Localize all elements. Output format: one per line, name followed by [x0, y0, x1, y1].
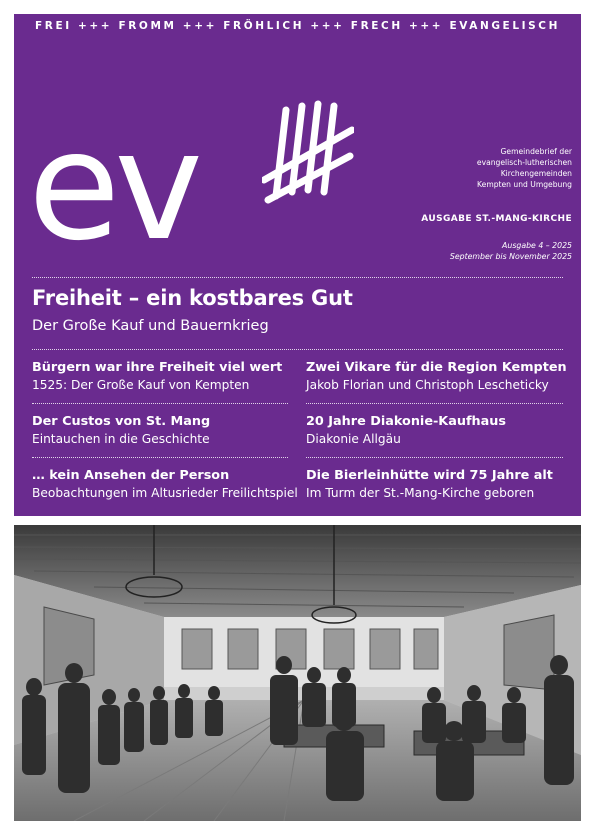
article-headline: … kein Ansehen der Person: [32, 468, 230, 483]
article-headline: Bürgern war ihre Freiheit viel wert: [32, 360, 283, 375]
article-teaser[interactable]: [32, 413, 294, 448]
main-headline: Freiheit – ein kostbares Gut: [32, 286, 353, 310]
article-subline: Im Turm der St.-Mang-Kirche geboren: [306, 486, 535, 500]
issue-period: September bis November 2025: [449, 252, 572, 261]
divider: [306, 457, 563, 458]
article-teaser[interactable]: [32, 467, 298, 502]
article-teaser[interactable]: [306, 413, 568, 448]
historical-council-hall-drawing: [14, 525, 581, 821]
issue-number: Ausgabe 4 – 2025: [502, 241, 572, 250]
article-subline: 1525: Der Große Kauf von Kempten: [32, 378, 250, 392]
article-headline: 20 Jahre Diakonie-Kaufhaus: [306, 414, 507, 429]
divider: [306, 403, 563, 404]
divider: [32, 457, 288, 458]
article-teaser[interactable]: [306, 467, 568, 502]
article-subline: Beobachtungen im Altusrieder Freilichtspiel: [32, 486, 298, 500]
article-teaser[interactable]: [32, 359, 294, 394]
article-headline: Der Custos von St. Mang: [32, 414, 211, 429]
publication-description: Gemeindebrief der evangelisch-lutherischen Kirchengemeinden Kempten und Umgebung: [476, 147, 572, 189]
article-teaser[interactable]: [306, 359, 568, 394]
divider: [32, 277, 563, 278]
cover-panel: [14, 14, 581, 516]
logo-ev: ev: [28, 100, 198, 274]
article-subline: Diakonie Allgäu: [306, 432, 401, 446]
edition-label: AUSGABE ST.-MANG-KIRCHE: [421, 214, 572, 224]
divider: [32, 349, 563, 350]
main-subline: Der Große Kauf und Bauernkrieg: [32, 318, 269, 334]
divider: [32, 403, 288, 404]
illustration-svg: [14, 525, 581, 821]
article-subline: Eintauchen in die Geschichte: [32, 432, 210, 446]
article-subline: Jakob Florian und Christoph Lescheticky: [306, 378, 549, 392]
tally-marks-icon: [262, 100, 354, 208]
issue-info: [394, 240, 572, 262]
article-headline: Die Bierleinhütte wird 75 Jahre alt: [306, 468, 553, 483]
tagline: FREI +++ FROMM +++ FRÖHLICH +++ FRECH +++ EVANGELISCH: [35, 20, 560, 32]
article-headline: Zwei Vikare für die Region Kempten: [306, 360, 567, 375]
